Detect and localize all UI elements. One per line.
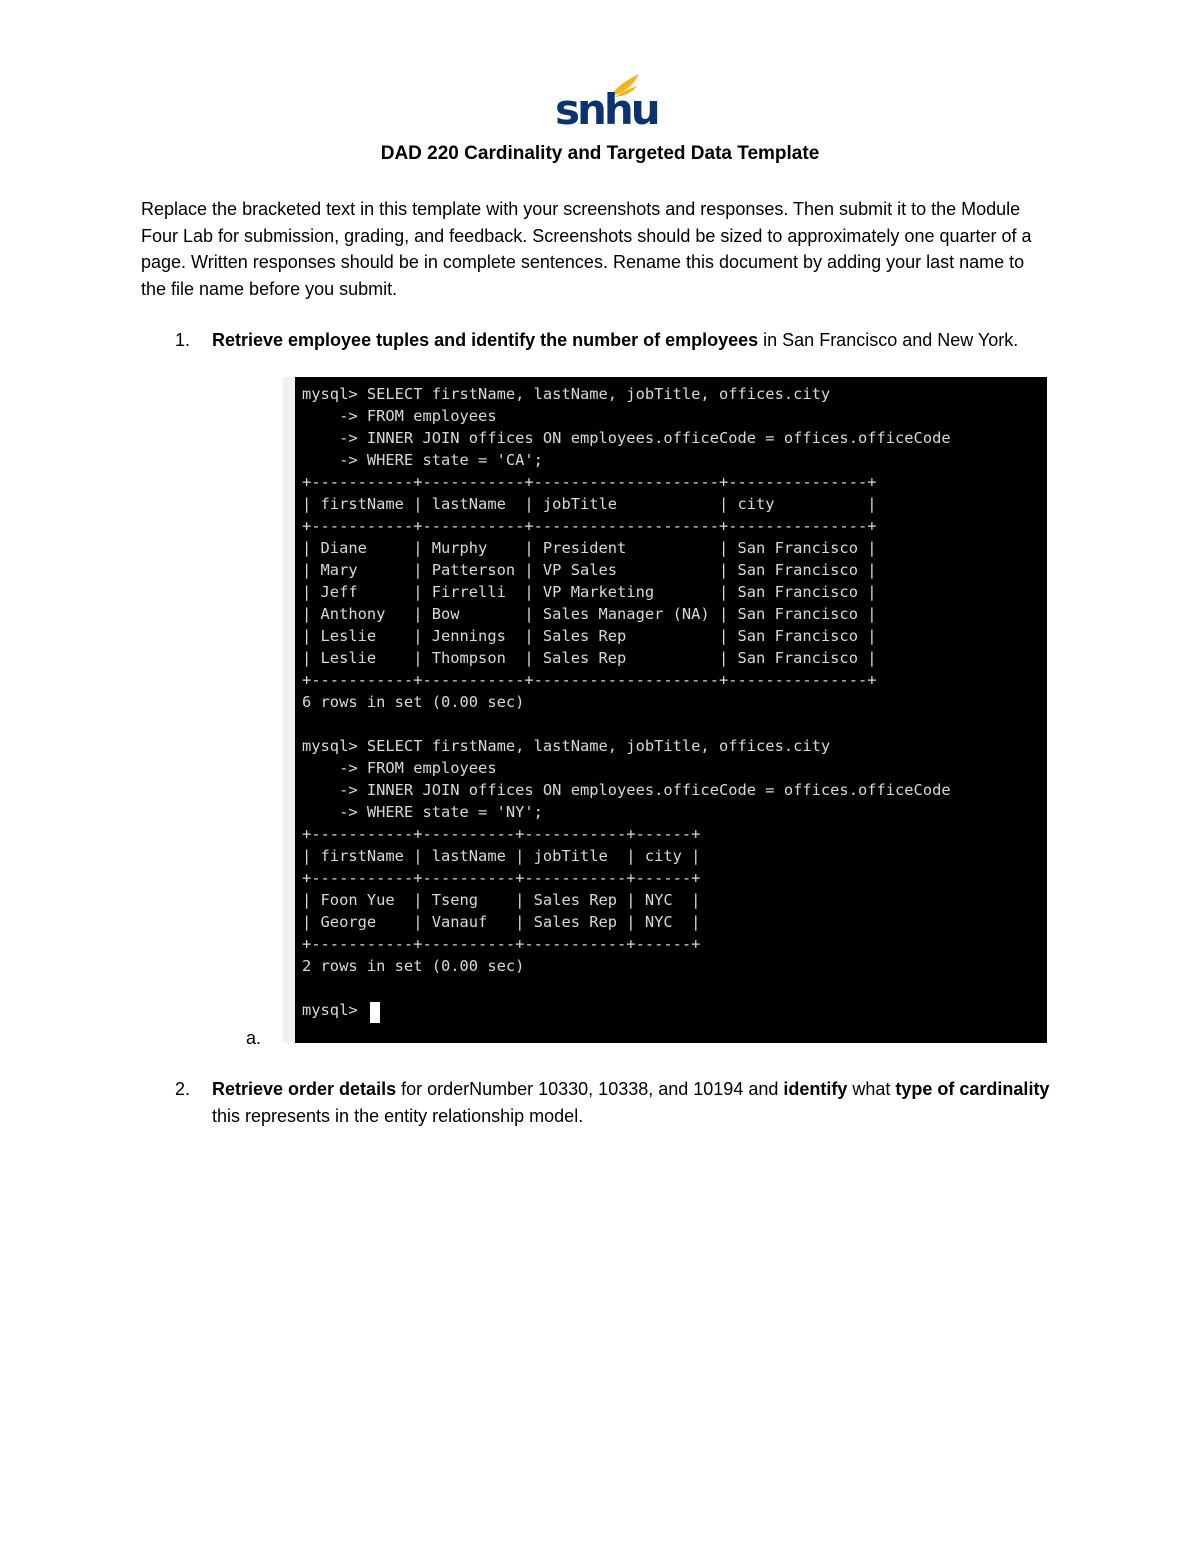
question-plain-text: for orderNumber 10330, 10338, and 10194 and: [396, 1079, 784, 1099]
terminal-line: | Diane | Murphy | President | San Francisco |: [302, 539, 877, 557]
question-bold-text: Retrieve employee tuples and identify the number of employees: [212, 330, 759, 350]
terminal-line: -> WHERE state = 'CA';: [302, 451, 543, 469]
terminal-line: +-----------+----------+-----------+------+: [302, 935, 701, 953]
intro-paragraph: Replace the bracketed text in this template with your screenshots and responses. Then submit it to the Module Four Lab for submission, grading, and feedback. Screenshots should be sized to approximately one quarter of a page. Written responses should be in complete sentences. Rename this document by adding your last name to the file name before you submit.: [141, 199, 1032, 299]
terminal-line: | firstName | lastName | jobTitle | city |: [302, 847, 701, 865]
question-text: [212, 1076, 1052, 1129]
terminal-line: -> INNER JOIN offices ON employees.officeCode = offices.officeCode: [302, 781, 951, 799]
terminal-line: | firstName | lastName | jobTitle | city |: [302, 495, 877, 513]
question-plain-text: in San Francisco and New York.: [758, 330, 1019, 350]
snhu-logo: [555, 72, 658, 134]
terminal-line: | Jeff | Firrelli | VP Marketing | San Francisco |: [302, 583, 877, 601]
terminal-line: mysql> SELECT firstName, lastName, jobTitle, offices.city: [302, 737, 831, 755]
terminal-line: | Mary | Patterson | VP Sales | San Francisco |: [302, 561, 877, 579]
terminal-line: mysql> SELECT firstName, lastName, jobTitle, offices.city: [302, 385, 831, 403]
sub-item-label: a.: [246, 1028, 262, 1048]
terminal-line: -> INNER JOIN offices ON employees.officeCode = offices.officeCode: [302, 429, 951, 447]
terminal-line: -> FROM employees: [302, 759, 497, 777]
terminal-line: 2 rows in set (0.00 sec): [302, 957, 525, 975]
terminal-line: | Leslie | Jennings | Sales Rep | San Francisco |: [302, 627, 877, 645]
terminal-line: -> WHERE state = 'NY';: [302, 803, 543, 821]
question-bold-text: Retrieve order details: [212, 1079, 397, 1099]
terminal-screenshot: [283, 377, 1047, 1043]
question-plain-text: what: [847, 1079, 896, 1099]
terminal-line: | Leslie | Thompson | Sales Rep | San Francisco |: [302, 649, 877, 667]
logo-wordmark: snhu: [555, 85, 658, 134]
document-title: DAD 220 Cardinality and Targeted Data Template: [380, 143, 820, 164]
terminal-line: 6 rows in set (0.00 sec): [302, 693, 525, 711]
question-text: [212, 327, 1052, 354]
terminal-line: | George | Vanauf | Sales Rep | NYC |: [302, 913, 701, 931]
terminal-line: +-----------+-----------+--------------------+---------------+: [302, 473, 877, 491]
terminal-line: +-----------+----------+-----------+------+: [302, 869, 701, 887]
terminal-line: | Anthony | Bow | Sales Manager (NA) | San Francisco |: [302, 605, 877, 623]
terminal-line: -> FROM employees: [302, 407, 497, 425]
terminal-line: +-----------+----------+-----------+------+: [302, 825, 701, 843]
question-bold-text: identify: [783, 1079, 848, 1099]
terminal-line: +-----------+-----------+--------------------+---------------+: [302, 671, 877, 689]
question-number: 2.: [175, 1079, 191, 1099]
question-number: 1.: [175, 330, 191, 350]
terminal-line: mysql>: [302, 1001, 367, 1019]
terminal-line: | Foon Yue | Tseng | Sales Rep | NYC |: [302, 891, 701, 909]
question-plain-text: this represents in the entity relationship model.: [212, 1105, 584, 1126]
terminal-cursor: [370, 1002, 380, 1023]
question-bold-text: type of cardinality: [895, 1079, 1050, 1099]
terminal-line: +-----------+-----------+--------------------+---------------+: [302, 517, 877, 535]
